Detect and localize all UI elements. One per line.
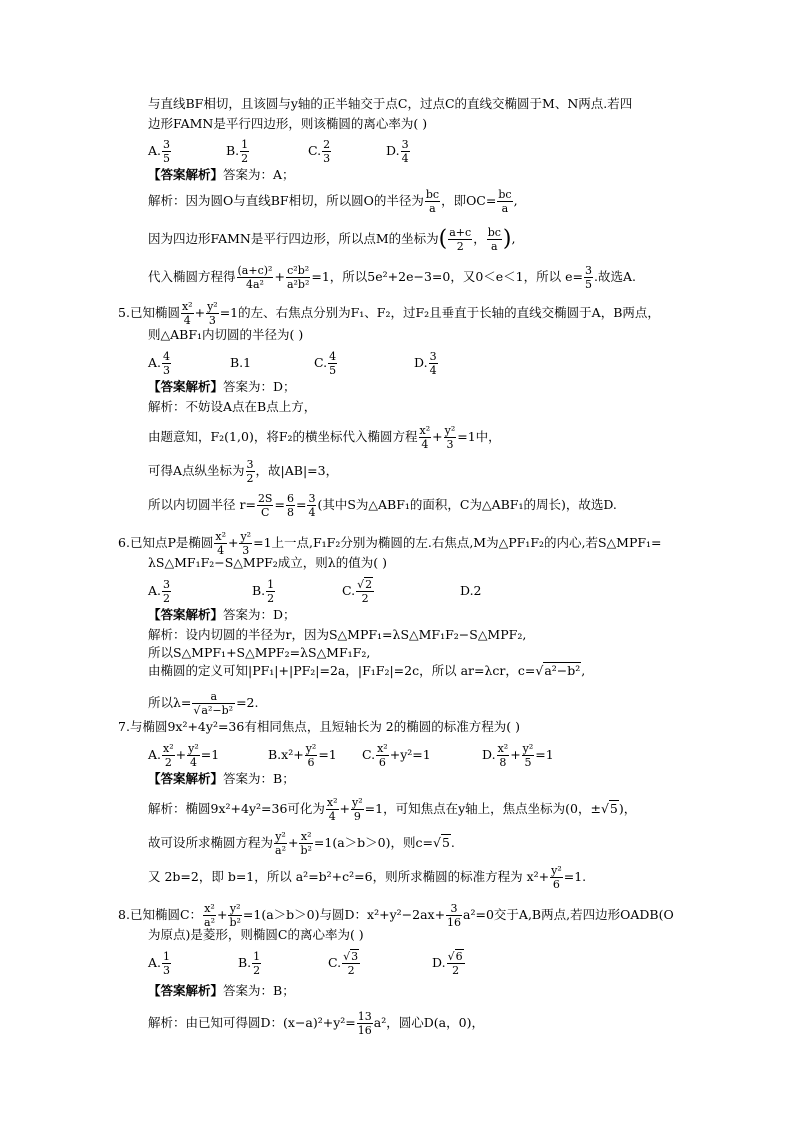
answer-label: 【答案解析】 bbox=[148, 167, 224, 182]
q4-solution-1: 解析：因为圆O与直线BF相切，所以圆O的半径为 $\frac{bc}{a}$ ，即OC= $\frac{bc}{a}$ , bbox=[148, 188, 518, 215]
q5-stem-1: 5.已知椭圆 $\frac{\text{x²}}{4}$ + $\frac{\text{y²}}{3}$ =1的左、右焦点分别为F₁、F₂，过F₂且垂直于长轴的直线交椭圆于A，B两点， bbox=[118, 300, 660, 327]
q5-option-d: D. $\frac{3}{4}$ bbox=[414, 350, 437, 377]
q8-option-b: B. $\frac{1}{2}$ bbox=[238, 950, 261, 977]
q7-solution-2: 故可设所求椭圆方程为 $\frac{\text{y²}}{\text{a²}}$ + $\frac{\text{x²}}{\text{b²}}$ =1(a＞b＞0)，则c=√5. bbox=[148, 830, 455, 857]
q5-solution-3: 可得A点纵坐标为 $\frac{3}{2}$ ，故|AB|=3， bbox=[148, 458, 339, 485]
q6-option-b: B. $\frac{1}{2}$ bbox=[252, 578, 275, 605]
q7-option-b: B.x²+ $\frac{\text{y²}}{6}$ =1 bbox=[268, 742, 337, 769]
q6-answer: 【答案解析】答案为：D； bbox=[148, 607, 296, 622]
q6-solution-4: 所以λ= $\frac{a}{\text{√a²−b²}}$ =2. bbox=[148, 690, 259, 717]
q7-solution-1: 解析：椭圆9x²+4y²=36可化为 $\frac{\text{x²}}{4}$ + $\frac{\text{y²}}{9}$ =1，可知焦点在y轴上，焦点坐标为(0，±√5)， bbox=[148, 796, 637, 823]
q6-solution-2: 所以S△MPF₁+S△MPF₂=λS△MF₁F₂, bbox=[148, 645, 371, 660]
q7-option-d: D. $\frac{\text{x²}}{8}$ + $\frac{\text{y²}}{5}$ =1 bbox=[482, 742, 554, 769]
q5-option-b: B.1 bbox=[230, 355, 252, 370]
q7-solution-3: 又 2b=2，即 b=1，所以 a²=b²+c²=6，则所求椭圆的标准方程为 x²+ $\frac{\text{y²}}{6}$ =1. bbox=[148, 864, 587, 891]
q7-answer: 【答案解析】答案为：B； bbox=[148, 771, 295, 786]
q6-option-a: A. $\frac{3}{2}$ bbox=[148, 578, 171, 605]
q7-option-c: C. $\frac{\text{x²}}{6}$ +y²=1 bbox=[362, 742, 431, 769]
q6-stem-2: λS△MF₁F₂−S△MPF₂成立，则λ的值为( ) bbox=[148, 555, 387, 570]
q8-stem-2: 为原点)是菱形，则椭圆C的离心率为( ) bbox=[148, 927, 364, 942]
q6-solution-1: 解析：设内切圆的半径为r，因为S△MPF₁=λS△MF₁F₂−S△MPF₂, bbox=[148, 627, 527, 642]
q6-solution-3: 由椭圆的定义可知|PF₁|+|PF₂|=2a，|F₁F₂|=2c，所以 ar=λcr，c=√a²−b², bbox=[148, 663, 586, 678]
q5-solution-2: 由题意知，F₂(1,0)，将F₂的横坐标代入椭圆方程 $\frac{\text{x²}}{4}$ + $\frac{\text{y²}}{3}$ =1中， bbox=[148, 424, 501, 451]
q6-option-c: C. $\frac{√2}{2}$ bbox=[342, 578, 373, 605]
q5-option-a: A. $\frac{4}{3}$ bbox=[148, 350, 171, 377]
q4-option-d: D. $\frac{3}{4}$ bbox=[386, 138, 409, 165]
q4-line-2: 边形FAMN是平行四边形，则该椭圆的离心率为( ) bbox=[148, 116, 428, 131]
q5-stem-2: 则△ABF₁内切圆的半径为( ) bbox=[148, 327, 304, 342]
q8-option-a: A. $\frac{1}{3}$ bbox=[148, 950, 171, 977]
q4-option-b: B. $\frac{1}{2}$ bbox=[226, 138, 249, 165]
q6-stem-1: 6.已知点P是椭圆 $\frac{\text{x²}}{4}$ + $\frac{\text{y²}}{3}$ =1上一点,F₁F₂分别为椭圆的左.右焦点,M为△PF₁F₂的内心,若S△MPF₁= bbox=[118, 530, 662, 557]
q4-option-c: C. $\frac{2}{3}$ bbox=[308, 138, 331, 165]
q4-line-1: 与直线BF相切，且该圆与y轴的正半轴交于点C，过点C的直线交椭圆于M、N两点.若四 bbox=[148, 96, 633, 111]
q5-solution-1: 解析：不妨设A点在B点上方， bbox=[148, 399, 317, 414]
q8-solution-1: 解析：由已知可得圆D：(x−a)²+y²= $\frac{13}{16}$ a²，圆心D(a，0)， bbox=[148, 1010, 484, 1037]
q7-stem-1: 7.与椭圆9x²+4y²=36有相同焦点，且短轴长为 2的椭圆的标准方程为( ) bbox=[118, 719, 520, 734]
q8-option-d: D. $\frac{√6}{2}$ bbox=[432, 950, 463, 977]
q5-option-c: C. $\frac{4}{5}$ bbox=[314, 350, 337, 377]
q6-option-d: D.2 bbox=[460, 583, 482, 598]
q4-solution-3: 代入椭圆方程得 $\frac{\text{(a+c)²}}{\text{4a²}}$ + $\frac{\text{c²b²}}{\text{a²b²}}$ =1，所以5e²+2e−3=0，又0＜e＜1，所以 e= $\frac{3}{5}$ .故选A. bbox=[148, 264, 636, 291]
q4-solution-2: 因为四边形FAMN是平行四边形，所以点M的坐标为( $\frac{a+c}{2}$ ， $\frac{bc}{a}$ ), bbox=[148, 226, 516, 253]
q4-answer: 【答案解析】答案为：A； bbox=[148, 167, 295, 182]
q4-option-a: A. $\frac{3}{5}$ bbox=[148, 138, 171, 165]
q8-option-c: C. $\frac{√3}{2}$ bbox=[328, 950, 359, 977]
q5-answer: 【答案解析】答案为：D； bbox=[148, 379, 296, 394]
q7-option-a: A. $\frac{\text{x²}}{2}$ + $\frac{\text{y²}}{4}$ =1 bbox=[148, 742, 220, 769]
q5-solution-4: 所以内切圆半径 r= $\frac{2S}{C}$ = $\frac{6}{8}$ = $\frac{3}{4}$ (其中S为△ABF₁的面积，C为△ABF₁的周长)，故选D. bbox=[148, 492, 617, 519]
q8-answer: 【答案解析】答案为：B； bbox=[148, 983, 295, 998]
q8-stem-1: 8.已知椭圆C： $\frac{\text{x²}}{\text{a²}}$ + $\frac{\text{y²}}{\text{b²}}$ =1(a＞b＞0)与圆D：x²+y²−2ax+ $\frac{3}{16}$ a²=0交于A,B两点,若四边形OADB(O bbox=[118, 902, 674, 929]
